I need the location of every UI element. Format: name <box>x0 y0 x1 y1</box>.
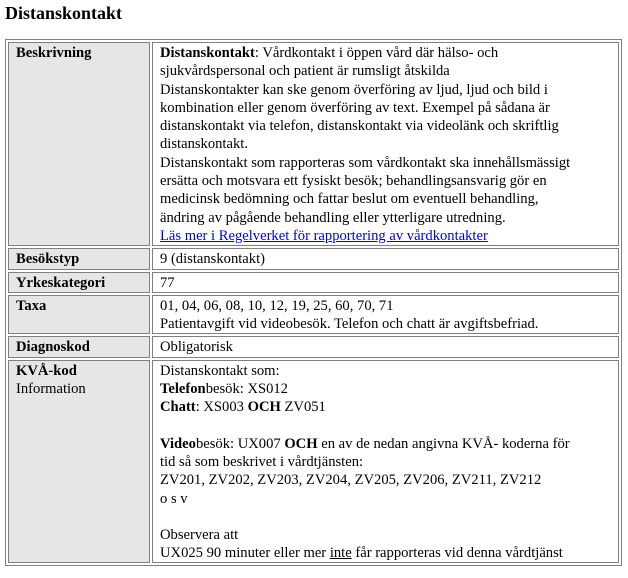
regelverk-link[interactable]: Läs mer i Regelverket för rapportering av vårdkontakter <box>160 227 488 244</box>
kva-och: OCH <box>284 435 318 452</box>
label-cell <box>8 42 150 246</box>
value-besokstyp: 9 (distanskontakt) <box>152 248 619 269</box>
spacer <box>160 417 611 435</box>
value-yrkeskategori: 77 <box>152 272 619 293</box>
kva-chatt-code: ZV051 <box>280 399 326 416</box>
kva-chatt <box>160 398 611 416</box>
kva-ux025-underline: inte <box>329 545 352 562</box>
description-line: distanskontakt via telefon, distanskontakt via videolänk och skriftlig <box>160 118 559 135</box>
kva-telefon-bold: Telefon <box>160 381 206 398</box>
description-text: : Vårdkontakt i öppen vård där hälso- och <box>254 45 499 61</box>
label-diagnoskod: Diagnoskod <box>16 339 90 356</box>
kva-chatt-code: : XS003 <box>195 399 248 416</box>
description-line: sjukvårdspersonal och patient är rumsligt åtskilda <box>160 63 450 80</box>
kva-video-text: en av de nedan angivna KVÅ- koderna för <box>317 435 570 452</box>
spacer <box>160 508 611 526</box>
label-yrkeskategori: Yrkeskategori <box>16 274 106 291</box>
kva-observera: Observera att <box>160 526 239 543</box>
kva-video-code: besök: UX007 <box>195 435 285 452</box>
row-yrkeskategori <box>8 272 619 293</box>
description-line: medicinsk bedömning och fattar beslut om eventuell behandling, <box>160 191 539 208</box>
row-kva <box>8 360 619 564</box>
label-cell <box>8 248 150 269</box>
label-information: Information <box>16 381 86 398</box>
kva-video-bold: Video <box>160 435 196 452</box>
description-line: distanskontakt. <box>160 136 248 153</box>
kva-chatt-bold: Chatt <box>160 399 196 416</box>
kva-intro: Distanskontakt som: <box>160 362 280 379</box>
kva-ux025-text: får rapporteras vid denna vårdtjänst <box>351 545 563 562</box>
taxa-codes: 01, 04, 06, 08, 10, 12, 19, 25, 60, 70, 71 <box>160 297 394 314</box>
description-line: ändring av pågående behandling eller ytterligare utredning. <box>160 209 506 226</box>
description-line: ersätta och motsvara ett fysiskt besök; behandlingsansvarig gör en <box>160 173 547 190</box>
kva-telefon-code: besök: XS012 <box>205 381 288 398</box>
label-beskrivning: Beskrivning <box>16 45 92 61</box>
value-diagnoskod: Obligatorisk <box>152 336 619 357</box>
description-line: Distanskontakter kan ske genom överföring av ljud, ljud och bild i <box>160 81 548 98</box>
value-cell-kva <box>152 360 619 564</box>
label-besokstyp: Besökstyp <box>16 251 80 268</box>
kva-osv: o s v <box>160 490 188 507</box>
term-distanskontakt: Distanskontakt <box>160 45 255 61</box>
contact-info-table <box>5 39 622 566</box>
label-cell <box>8 336 150 357</box>
row-beskrivning <box>8 42 619 246</box>
description-line: Distanskontakt som rapporteras som vårdkontakt ska innehållsmässigt <box>160 154 571 171</box>
kva-ux025-text: UX025 90 minuter eller mer <box>160 545 330 562</box>
label-cell <box>8 272 150 293</box>
value-cell-taxa <box>152 295 619 335</box>
row-taxa <box>8 295 619 335</box>
kva-video <box>160 435 611 453</box>
kva-ux025 <box>160 544 611 562</box>
description-line: kombination eller genom överföring av text. Exempel på sådana är <box>160 99 550 116</box>
row-diagnoskod <box>8 336 619 357</box>
kva-och: OCH <box>247 399 281 416</box>
label-cell <box>8 360 150 564</box>
page-title: Distanskontakt <box>5 3 123 23</box>
value-cell-beskrivning <box>152 42 619 246</box>
row-besokstyp <box>8 248 619 269</box>
kva-video-line2: tid så som beskrivet i vårdtjänsten: <box>160 453 364 470</box>
kva-telefon <box>160 380 611 398</box>
label-kva: KVÅ-kod <box>16 362 77 379</box>
taxa-note: Patientavgift vid videobesök. Telefon och chatt är avgiftsbefriad. <box>160 316 539 333</box>
label-cell <box>8 295 150 335</box>
label-taxa: Taxa <box>16 297 47 314</box>
kva-codes: ZV201, ZV202, ZV203, ZV204, ZV205, ZV206, ZV211, ZV212 <box>160 472 542 489</box>
